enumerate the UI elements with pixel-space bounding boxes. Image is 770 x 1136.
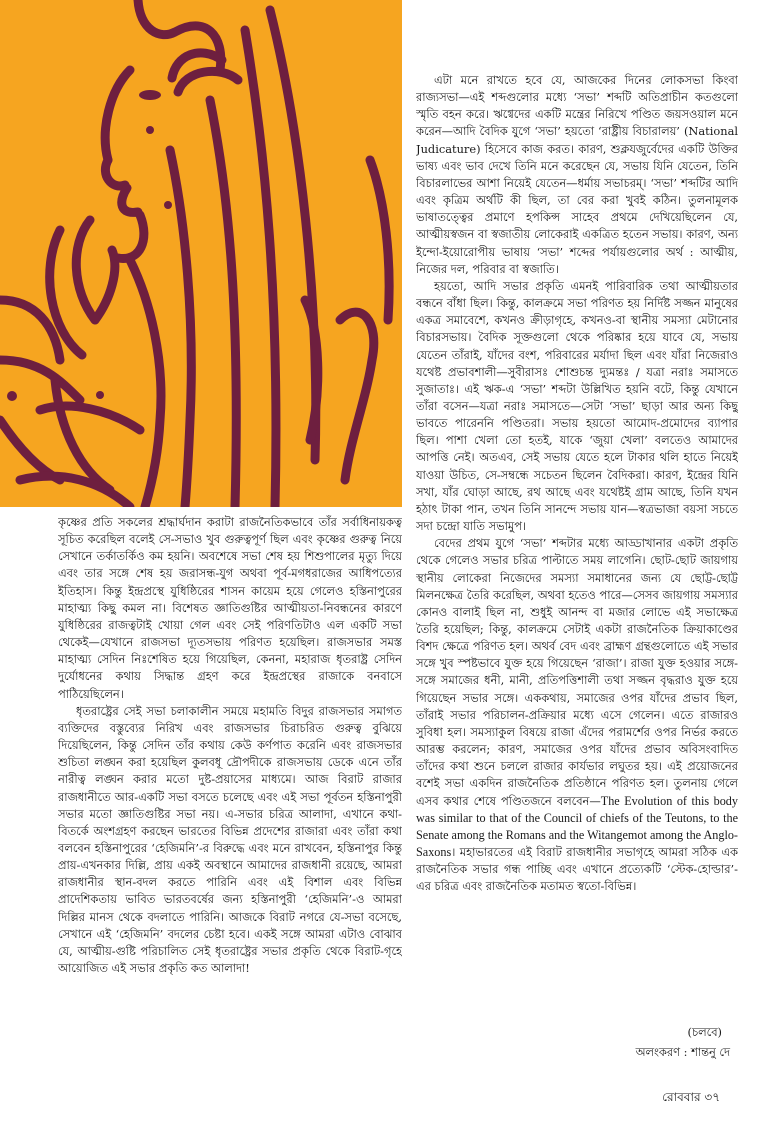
right-paragraph-1: এটা মনে রাখতে হবে যে, আজকের দিনের লোকসভা কিংবা রাজ্যসভা—এই শব্দগুলোর মধ্যে ‘সভা’ শব্দটি অতিপ্রাচীন কতগুলো স্মৃতি বহন করে। ঋগ্বেদের একটি মন্ত্রের নিরিখে পণ্ডিত জয়সওয়াল মনে করেন—আদি বৈদিক যুগে ‘সভা’ হয়তো ‘রাষ্ট্রীয় বিচারালয়’ (National Judicature) হিসেবে কাজ করত। কারণ, শুক্লযজুর্বেদের একটি উক্তির ভাষ্য এবং ভাব দেখে তিনি মনে করেছেন যে, সভায় যিনি যেতেন, তিনি বিচারলাভের আশা নিয়েই যেতেন—ধর্মায় সভাচরম্। ‘সভা’ শব্দটির আদি এবং কৃত্রিম অর্থটি কী ছিল, তা বের করা খুবই কঠিন। তুলনামূলক ভাষাতত্ত্বের প্রমাণে হপকিন্স সাহেব প্রথমে দেখিয়েছিলেন যে, আত্মীয়স্বজন বা স্বজাতীয় লোকেরাই একত্রিত হতেন সভায়। কারণ, অন্য ইন্দো-ইয়োরোপীয় ভাষায় ‘সভা’ শব্দের পর্যায়গুলোর অর্থ : আত্মীয়, নিজের দল, পরিবার বা স্বজাতি। (416, 73, 738, 276)
right-paragraph-2: হয়তো, আদি সভার প্রকৃতি এমনই পারিবারিক তথা আত্মীয়তার বন্ধনে বাঁধা ছিল। কিন্তু, কালক্রমে সভা পরিণত হয় নির্দিষ্ট সজ্জন মানুষের একত্র সমাবেশে, কখনও ক্রীড়াগৃহে, কখনও-বা স্থানীয় সমস্যা মেটানোর বিচারসভায়। বৈদিক সূক্তগুলো থেকে পরিষ্কার হয়ে যাবে যে, সভায় যেতেন তাঁরাই, যাঁদের বংশ, পরিবারের মর্যাদা ছিল এবং যাঁরা নিজেরাও যথেষ্ট প্রভাবশালী—সুবীরাসঃ শোশুচন্ত দ্যুমন্তঃ / যত্রা নরাঃ সমাসতে সুজাতাঃ। এই ঋক-এ ‘সভা’ শব্দটা উল্লিখিত হয়নি বটে, কিন্তু যেখানে তাঁরা বসেন—যত্রা নরাঃ সমাসতে—সেটা ‘সভা’ ছাড়া আর অন্য কিছু ভাবতে পারেননি পণ্ডিতরা। সভায় হয়তো আমোদ-প্রমোদের ব্যাপার ছিল। পাশা খেলা তো হতই, যাকে ‘জুয়া খেলা’ বলতেও আমাদের আপত্তি নেই। অতএব, সেই সভায় যেতে হলে টাকার থলি হাতে নিয়েই যাওয়া উচিত, সে-সম্বন্ধে সচেতন ছিলেন বৈদিকরা। কারণ, ইন্দ্রের যিনি সখা, যাঁর ঘোড়া আছে, রথ আছে এবং যথেষ্টই গ্রাম আছে, তিনি যখন হঠাৎ টাকা পান, তখন তিনি সানন্দে সভায় যান—স্বত্রভাজা বয়সা সচতে সদা চন্দ্রো যাতি সভামুপ। (416, 278, 738, 534)
english-quote: The Evolution of this body was similar to that of the Council of chiefs of the Teutons, to the Senate among the Romans and the Witangemot among the Anglo-Saxons (416, 793, 738, 860)
woman-portrait-icon (0, 0, 402, 507)
right-paragraph-3 (416, 535, 738, 895)
magazine-name: রোববার (662, 1090, 701, 1104)
closing-text: । মহাভারতের এই বিরাট রাজধানীর সভাগৃহে আমরা সঠিক এক রাজনৈতিক সভার গন্ধ পাচ্ছি এবং এখানে প্রত্যেকটি ‘স্টেক-হোল্ডার’-এর চরিত্র এবং রাজনৈতিক মতামত স্বতো-বিভিন্ন। (416, 845, 738, 894)
left-paragraph-1: কৃষ্ণের প্রতি সকলের শ্রদ্ধার্ঘদান করাটা রাজনৈতিকভাবে তাঁর সর্বাধিনায়কত্ব সূচিত করেছিল বলেই সে-সভাও খুব গুরুত্বপূর্ণ ছিল এবং কৃষ্ণের গুরুত্ব নিয়ে সেখানে তর্কাতর্কিও কম হয়নি। অবশেষে সভা শেষ হয় শিশুপালের মৃত্যু দিয়ে এবং তার সঙ্গে শেষ হয় জরাসন্ধ-যুগ অথবা পূর্ব-মগধরাজের আধিপত্যের ইতিহাস। কিন্তু ইন্দ্রপ্রস্থে যুধিষ্ঠিরের শাসন কায়েম হয়ে গেলেও হস্তিনাপুরের মাহাত্ম্য কিছু কমল না। বিশেষত জ্ঞাতিগুষ্টির আত্মীয়তা-নিবন্ধনের কারণে যুধিষ্ঠিরের রাজত্বটাই খোয়া গেল এবং সেই পরিণতিটাও এল একটি সভা থেকেই—যেখানে রাজসভা দ্যূতসভায় পরিণত হয়েছিল। রাজসভার সমস্ত মাহাত্ম্য সেদিন নিঃশেষিত হয়ে গিয়েছিল, কেননা, মহারাজ ধৃতরাষ্ট্র সেদিন দুর্যোধনের কথায় সিদ্ধান্ত গ্রহণ করে ইন্দ্রপ্রস্থের রাজাকে বনবাসে পাঠিয়েছিলেন। (58, 515, 402, 701)
left-column (58, 514, 402, 1070)
left-paragraph-2: ধৃতরাষ্ট্রের সেই সভা চলাকালীন সময়ে মহামতি বিদুর রাজসভার সমাগত ব্যক্তিদের বস্তুব্যের নিরিখ এবং রাজসভার চিরাচরিত গুরুত্ব বুঝিয়ে দিয়েছিলেন, কিন্তু সেদিন তাঁর কথায় কেউ কর্ণপাত করেনি এবং রাজসভার শুচিতা লঙ্ঘন করা হয়েছিল কুলবধূ দ্রৌপদীকে রাজসভায় ডেকে এনে তাঁর নারীত্ব লঙ্ঘন করার মতো দুষ্ট-প্রয়াসের মাধ্যমে। আজ বিরাট রাজার রাজধানীতে আর-একটি সভা বসতে চলেছে এবং এই সভা পূর্বতন হস্তিনাপুরী সভার মতো জ্ঞাতিগুষ্টির সভা নয়। এ-সভার চরিত্র আলাদা, এখানে কথা-বিতর্কে অংশগ্রহণ করছেন ভারতের বিভিন্ন প্রদেশের রাজারা এবং তাঁরা কথা বলবেন হস্তিনাপুরের ‘হেজিমনি’-র বিরুদ্ধে এবং মনে রাখবেন, হস্তিনাপুর কিন্তু প্রায়-এখনকার দিল্লি, প্রায় একই অবস্থানে আমাদের রাজধানী রয়েছে, আমরা রাজধানীর স্থান-বদল করতে পারিনি এবং এই বিশাল এবং বিভিন্ন প্রাদেশিকতায় ভাবিত ভারতবর্ষের জন্য হস্তিনাপুরী ‘হেজিমনি’-ও আমরা দিল্লির মানস থেকে বদলাতে পারিনি। আজকে বিরাট নগরে যে-সভা বসেছে, সেখানে এই ‘হেজিমনি’ বদলের চেষ্টা হবে। একই সঙ্গে আমরা এটাও বোঝাব যে, আত্মীয়-গুষ্টি পরিচালিত সেই ধৃতরাষ্ট্রের সভার প্রকৃতি থেকে বিরাট-গৃহে আয়োজিত এই সভার প্রকৃতি কত আলাদা! (58, 703, 402, 976)
illustration (0, 0, 402, 507)
illustration-credit: অলংকরণ : শান্তনু দে (635, 1045, 730, 1059)
right-column (416, 72, 738, 1032)
page-footer (610, 1089, 720, 1109)
right-paragraph-3-text: বেদের প্রথম যুগে ‘সভা’ শব্দটার মধ্যে আড্ডাখানার একটা প্রকৃতি থেকে গেলেও সভার চরিত্র পাল্টাতে সময় লাগেনি। ছোট-ছোট জায়গায় স্থানীয় লোকেরা নিজেদের সমস্যা সমাধানের জন্য যে ছোট্ট-ছোট্ট মিলনক্ষেত্র তৈরি করেছিল, অথবা হতেও পারে—সেসব জায়গায় সমস্যার কোনও বালাই ছিল না, শুধুই আনন্দ বা মজার লোভে এই সভাক্ষেত্র তৈরি হয়েছিল; কিন্তু, কালক্রমে সেটাই একটা রাজনৈতিক ক্রিয়াকাণ্ডের বিশদ ক্ষেত্রে পরিণত হল। অথর্ব বেদ এবং ব্রাহ্মণ গ্রন্থগুলোতে এই সভার সঙ্গে খুব স্পষ্টভাবে যুক্ত হয়ে গিয়েছেন ‘রাজা’। রাজা যুক্ত হওয়ার সঙ্গে-সঙ্গে সমাজের ধনী, মানী, প্রতিপত্তিশালী তথা সজ্জন বৃদ্ধরাও যুক্ত হয়ে গিয়েছেন সভার সঙ্গে। এককথায়, সমাজের ওপর যাঁদের প্রভাব ছিল, তাঁরাই সভার পরিচালন-প্রক্রিয়ার মধ্যে এসে গেলেন। এতে রাজারও সুবিধা হল। সমস্যাকুল বিষয়ে রাজা এঁদের পরামর্শের ওপর নির্ভর করতে আরম্ভ করলেন; কারণ, সমাজের ওপর যাঁদের প্রভাব অবিসংবাদিত তাঁদের কথা শুনে চললে রাজার কার্যভার লঘুতর হয়। এই প্রয়োজনের বশেই সভা একদিন রাজনৈতিক প্রতিষ্ঠানে পরিণত হল। তুলনায় গেলে এসব কথার শেষে পণ্ডিতজনে বলবেন— (416, 536, 738, 808)
continued-label: (চলবে) (687, 1025, 722, 1039)
page-number: ৩৭ (704, 1090, 720, 1104)
